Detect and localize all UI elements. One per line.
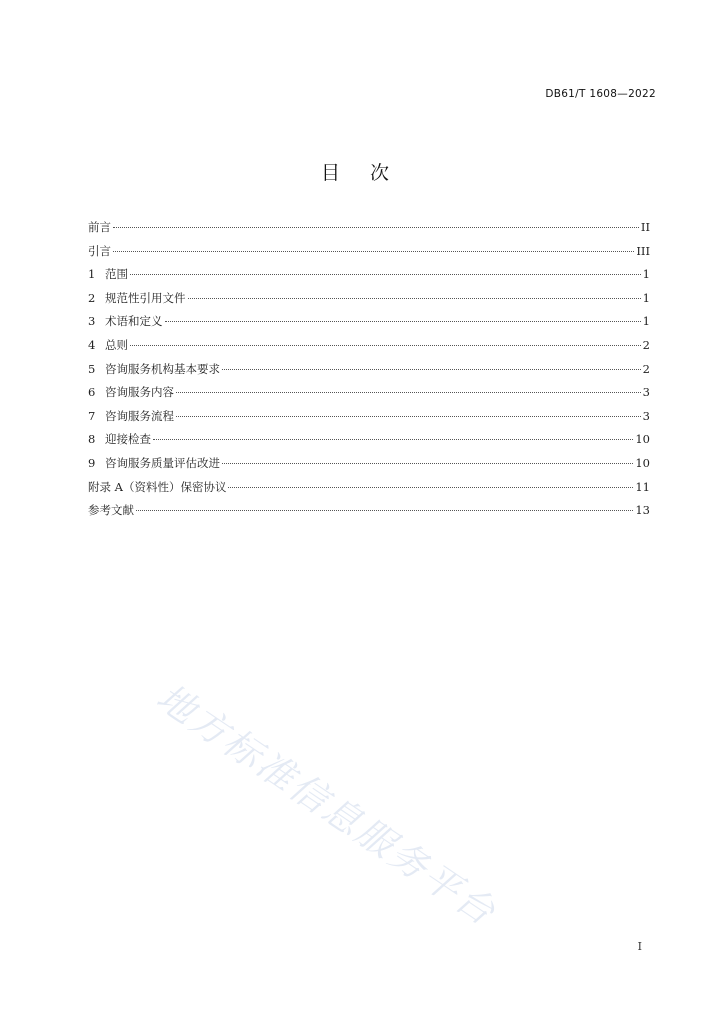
toc-entry-label: 咨询服务质量评估改进	[105, 455, 220, 470]
toc-entry-label: 咨询服务内容	[105, 385, 174, 400]
toc-entry[interactable]	[88, 455, 650, 479]
watermark: 地方标准信息服务平台	[148, 675, 505, 935]
toc-entry[interactable]	[88, 408, 650, 432]
toc-entry[interactable]	[88, 313, 650, 337]
toc-entry-number: 6	[88, 385, 96, 400]
toc-entry[interactable]	[88, 243, 650, 267]
toc-dot-leader	[222, 463, 633, 464]
toc-entry-number: 3	[88, 314, 96, 329]
toc-dot-leader	[136, 510, 633, 511]
toc-entry-page: 10	[635, 432, 650, 447]
toc-entry[interactable]	[88, 384, 650, 408]
toc-entry[interactable]	[88, 502, 650, 526]
toc-entry-label: 附录 A（资料性）保密协议	[88, 479, 227, 494]
toc-entry-page: 1	[642, 290, 650, 305]
toc-entry[interactable]	[88, 479, 650, 503]
toc-entry-number: 1	[88, 267, 96, 282]
toc-entry-number: 9	[88, 455, 96, 470]
toc-entry-page: 13	[635, 503, 650, 518]
toc-dot-leader	[130, 274, 641, 275]
toc-entry[interactable]	[88, 266, 650, 290]
toc-entry-label: 迎接检查	[105, 432, 151, 447]
toc-entry-number: 7	[88, 408, 96, 423]
toc-dot-leader	[188, 298, 641, 299]
toc-entry[interactable]	[88, 290, 650, 314]
toc-entry-label: 前言	[88, 220, 111, 234]
toc-entry-page: 3	[642, 385, 650, 400]
toc-entry[interactable]	[88, 361, 650, 385]
toc-entry-page: 1	[642, 267, 650, 282]
toc-entry-label: 规范性引用文件	[105, 290, 186, 305]
toc-entry-number: 8	[88, 432, 96, 447]
toc-dot-leader	[228, 487, 633, 488]
toc-entry-page: 1	[642, 314, 650, 329]
toc-entry[interactable]	[88, 337, 650, 361]
toc-entry-number: 2	[88, 290, 96, 305]
toc-entry-label: 范围	[105, 267, 128, 282]
page-number: I	[637, 940, 642, 953]
toc-dot-leader	[176, 392, 641, 393]
toc-dot-leader	[113, 251, 634, 252]
toc-entry-number: 4	[88, 337, 96, 352]
toc-entry-label: 引言	[88, 243, 111, 258]
toc-entry-label: 咨询服务流程	[105, 408, 174, 423]
toc-entry-page: 3	[642, 408, 650, 423]
toc-entry-page: 11	[635, 479, 650, 494]
toc-entry-page: 10	[635, 455, 650, 470]
toc-dot-leader	[165, 321, 641, 322]
page-title: 目次	[320, 162, 419, 184]
toc-entry-page: 2	[642, 337, 650, 352]
toc-entry-number: 5	[88, 361, 96, 376]
standard-code: DB61/T 1608—2022	[545, 88, 656, 100]
toc-entry-label: 参考文献	[88, 503, 134, 518]
toc-entry-label: 总则	[105, 337, 128, 352]
table-of-contents	[88, 219, 650, 526]
toc-entry-label: 术语和定义	[105, 314, 163, 329]
toc-entry[interactable]	[88, 431, 650, 455]
toc-entry[interactable]	[88, 219, 650, 243]
toc-dot-leader	[130, 345, 641, 346]
toc-entry-page: III	[636, 243, 650, 258]
toc-dot-leader	[176, 416, 641, 417]
toc-dot-leader	[222, 369, 641, 370]
toc-entry-page: 2	[642, 361, 650, 376]
toc-dot-leader	[153, 439, 633, 440]
toc-entry-page: II	[640, 220, 650, 234]
toc-dot-leader	[113, 227, 639, 228]
toc-entry-label: 咨询服务机构基本要求	[105, 361, 220, 376]
